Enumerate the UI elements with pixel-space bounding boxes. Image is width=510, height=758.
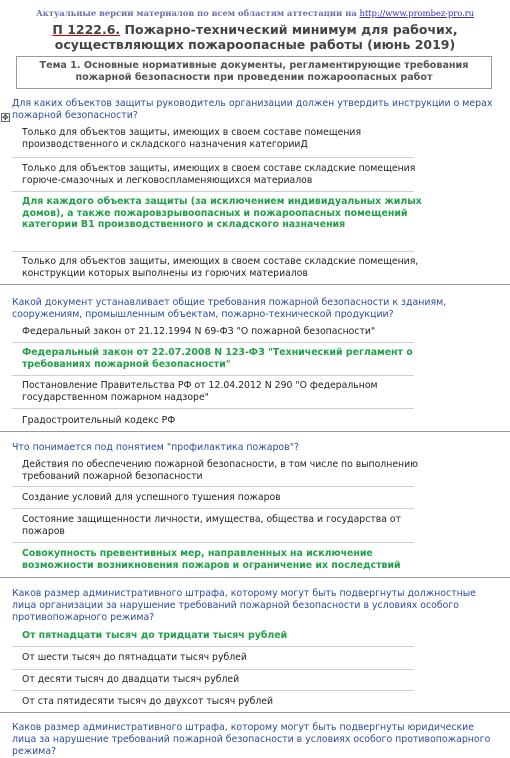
answer-option-correct[interactable]: От пятнадцати тысяч до тридцати тысяч рублей: [22, 630, 288, 641]
answer-divider: [12, 690, 414, 691]
answer-divider: [12, 375, 414, 376]
question-text: Каков размер административного штрафа, которому могут быть подвергнуты юридические лица за нарушение требований пожарной безопасности в условиях особого противопожарного режима?: [12, 722, 491, 757]
site-link[interactable]: http://www.prombez-pro.ru: [359, 9, 475, 19]
question-block: [12, 588, 498, 624]
question-block: [12, 442, 498, 454]
document-code: П 1222.6.: [52, 22, 121, 37]
answer-option[interactable]: Только для объектов защиты, имеющих в своем составе складские помещения горюче-смазочных и легковоспламеняющихся материалов: [22, 163, 416, 186]
question-text: Какой документ устанавливает общие требования пожарной безопасности к зданиям, сооружениям, промышленным объектам, пожарно-технической продукции?: [12, 297, 447, 320]
answer-divider: [12, 669, 414, 670]
answer-divider: [12, 508, 414, 509]
answer-option[interactable]: Только для объектов защиты, имеющих в своем составе складские помещения, конструкции которых выполнены из горючих материалов: [22, 256, 419, 279]
question-block: [12, 98, 498, 122]
answer-divider: [12, 486, 414, 487]
answer-option[interactable]: Действия по обеспечению пожарной безопасности, в том числе по выполнению требований пожарной безопасности: [22, 459, 418, 482]
header-prefix: Актуальные версии материалов по всем областям аттестации на: [35, 9, 357, 19]
answer-divider: [12, 646, 414, 647]
question-divider: [0, 431, 510, 432]
question-text: Что понимается под понятием "профилактика пожаров"?: [12, 442, 299, 453]
header-banner: [0, 9, 510, 19]
question-divider: [0, 712, 510, 713]
question-text: Для каких объектов защиты руководитель организации должен утвердить инструкции о мерах пожарной безопасности?: [12, 98, 493, 121]
answer-option[interactable]: Состояние защищенности личности, имущества, общества и государства от пожаров: [22, 514, 401, 537]
answer-divider: [12, 251, 414, 252]
topic-heading: Тема 1. Основные нормативные документы, регламентирующие требования пожарной безопасности при проведении пожароопасных работ: [16, 56, 492, 89]
answer-option[interactable]: От ста пятидесяти тысяч до двухсот тысяч рублей: [22, 696, 274, 707]
answer-divider: [12, 191, 414, 192]
answer-option-correct[interactable]: Федеральный закон от 22.07.2008 N 123-ФЗ "Технический регламент о требованиях пожарной безопасности": [22, 347, 413, 370]
answer-option[interactable]: Федеральный закон от 21.12.1994 N 69-ФЗ "О пожарной безопасности": [22, 326, 376, 337]
answer-divider: [12, 342, 414, 343]
answer-option[interactable]: От десяти тысяч до двадцати тысяч рублей: [22, 674, 240, 685]
question-divider: [0, 577, 510, 578]
answer-option[interactable]: Градостроительный кодекс РФ: [22, 415, 176, 426]
answer-option[interactable]: Только для объектов защиты, имеющих в своем составе помещения производственного и складского назначения категорииД: [22, 127, 362, 150]
document-title-text: Пожарно-технический минимум для рабочих, осуществляющих пожароопасные работы (июнь 2019): [54, 22, 458, 52]
answer-option-correct[interactable]: Для каждого объекта защиты (за исключением индивидуальных жилых домов), а также пожаровзрывоопасных и пожароопасных помещений категории В1 производственного и складского назначения: [22, 196, 422, 231]
question-block: [12, 297, 498, 321]
answer-divider: [12, 542, 414, 543]
answer-option[interactable]: Создание условий для успешного тушения пожаров: [22, 492, 281, 503]
table-move-handle-icon[interactable]: ✥: [2, 113, 9, 122]
document-title: [20, 22, 490, 52]
question-block: [12, 722, 498, 757]
question-divider: [0, 284, 510, 285]
answer-option[interactable]: От шести тысяч до пятнадцати тысяч рублей: [22, 652, 247, 663]
question-text: Каков размер административного штрафа, которому могут быть подвергнуты должностные лица организации за нарушение требований пожарной безопасности в условиях особого противопожарного режима?: [12, 588, 476, 623]
answer-option-correct[interactable]: Совокупность превентивных мер, направленных на исключение возможности возникновения пожаров и ограничение их последствий: [22, 548, 401, 571]
answer-divider: [12, 408, 414, 409]
answer-option[interactable]: Постановление Правительства РФ от 12.04.2012 N 290 "О федеральном государственном пожарном надзоре": [22, 380, 378, 403]
answer-divider: [12, 157, 414, 158]
